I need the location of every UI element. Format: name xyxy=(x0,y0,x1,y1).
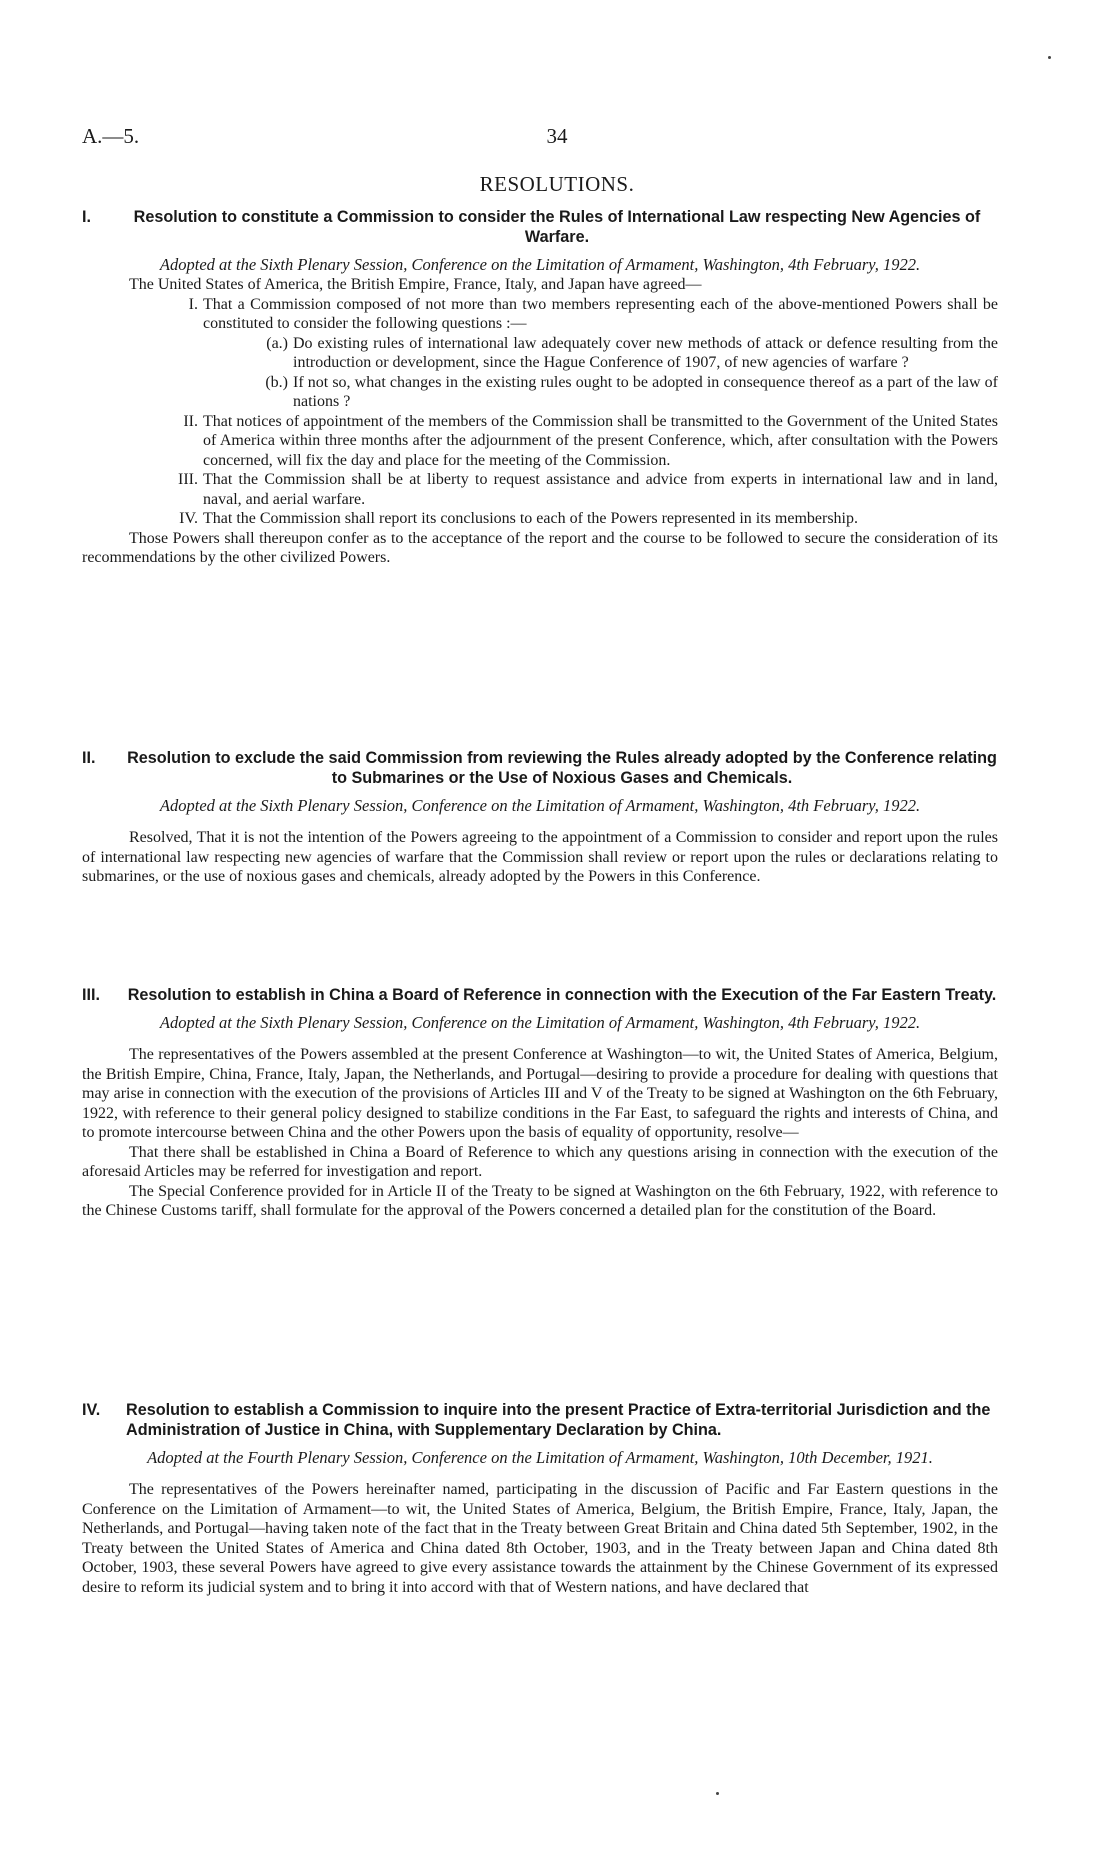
resolution-heading xyxy=(82,985,998,1005)
item-number: I. xyxy=(188,295,198,313)
intro-paragraph: The United States of America, the British Empire, France, Italy, and Japan have agreed— xyxy=(129,276,702,293)
item-number: (a.) xyxy=(266,334,288,352)
resolution-number: IV. xyxy=(82,1401,101,1419)
body-paragraph: Resolved, That it is not the intention of the Powers agreeing to the appointment of a Commission to consider and report upon the rules of international law respecting new agencies of warfare that the Commission shall review or report upon the rules or declarations relating to submarines, or the use of noxious gases and chemicals, already adopted by the Powers in this Conference. xyxy=(82,829,998,885)
body-paragraph: The Special Conference provided for in Article II of the Treaty to be signed at Washington on the 6th February, 1922, with reference to the Chinese Customs tariff, shall formulate for the approval of the Powers concerned a detailed plan for the constitution of the Board. xyxy=(82,1182,998,1219)
item-text: That the Commission shall be at liberty to request assistance and advice from experts in international law and in land, naval, and aerial warfare. xyxy=(203,471,998,508)
page-number: 34 xyxy=(546,124,568,148)
closing-paragraph: Those Powers shall thereupon confer as to the acceptance of the report and the course to be followed to secure the consideration of its recommendations by the other civilized Powers. xyxy=(82,529,998,566)
resolution-section-4 xyxy=(82,1400,998,1597)
document-reference: A.—5. xyxy=(82,124,140,148)
resolution-title: Resolution to establish in China a Board of Reference in connection with the Execution of the Far Eastern Treaty. xyxy=(127,986,997,1004)
item-text: That notices of appointment of the members of the Commission shall be transmitted to the Government of the United States of America within three months after the adjournment of the present Conference, which, after consultation with the Powers concerned, will fix the day and place for the meeting of the Commission. xyxy=(203,412,998,469)
item-number: III. xyxy=(178,471,198,488)
body-paragraph: That there shall be established in China a Board of Reference to which any questions arising in connection with the execution of the aforesaid Articles may be referred for investigation and report. xyxy=(82,1143,998,1180)
resolution-heading xyxy=(82,1400,998,1440)
resolution-number: II. xyxy=(82,749,96,767)
item-number: II. xyxy=(183,412,198,430)
item-text: If not so, what changes in the existing rules ought to be adopted in consequence thereof as a part of the law of nations ? xyxy=(293,373,998,410)
item-number: (b.) xyxy=(265,373,288,391)
resolution-title: Resolution to constitute a Commission to consider the Rules of International Law respecting New Agencies of Warfare. xyxy=(133,208,981,246)
resolution-number: III. xyxy=(82,986,100,1004)
resolution-title: Resolution to establish a Commission to inquire into the present Practice of Extra-territorial Jurisdiction and the Administration of Justice in China, with Supplementary Declaration by China. xyxy=(126,1401,991,1439)
resolution-title: Resolution to exclude the said Commission from reviewing the Rules already adopted by the Conference relating to Submarines or the Use of Noxious Gases and Chemicals. xyxy=(127,749,997,787)
resolution-heading xyxy=(82,207,998,247)
adopted-note: Adopted at the Sixth Plenary Session, Conference on the Limitation of Armament, Washington, 4th February, 1922. xyxy=(159,1013,921,1032)
resolution-number: I. xyxy=(82,208,91,226)
resolution-section-3 xyxy=(82,985,998,1221)
list-item xyxy=(82,509,998,529)
adopted-note: Adopted at the Fourth Plenary Session, Conference on the Limitation of Armament, Washington, 10th December, 1921. xyxy=(147,1448,933,1467)
list-item xyxy=(82,470,998,509)
resolution-section-2 xyxy=(82,748,998,887)
list-item xyxy=(82,295,998,334)
sub-list-item xyxy=(82,334,998,373)
item-text: That a Commission composed of not more than two members representing each of the above-mentioned Powers shall be constituted to consider the following questions :— xyxy=(203,295,998,332)
adopted-note: Adopted at the Sixth Plenary Session, Conference on the Limitation of Armament, Washington, 4th February, 1922. xyxy=(159,255,921,274)
adopted-note: Adopted at the Sixth Plenary Session, Conference on the Limitation of Armament, Washington, 4th February, 1922. xyxy=(159,796,921,815)
item-text: That the Commission shall report its conclusions to each of the Powers represented in its membership. xyxy=(203,510,858,527)
list-item xyxy=(82,412,998,471)
body-paragraph: The representatives of the Powers hereinafter named, participating in the discussion of Pacific and Far Eastern questions in the Conference on the Limitation of Armament—to wit, the United States of America, Belgium, the British Empire, France, Italy, Japan, the Netherlands, and Portugal—having taken note of the fact that in the Treaty between Great Britain and China dated 5th September, 1902, in the Treaty between the United States of America and China dated 8th October, 1903, and in the Treaty between Japan and China dated 8th October, 1903, these several Powers have agreed to give every assistance towards the attainment by the Chinese Government of its expressed desire to reform its judicial system and to bring it into accord with that of Western nations, and have declared that xyxy=(82,1481,998,1596)
item-text: Do existing rules of international law adequately cover new methods of attack or defence resulting from the introduction or development, since the Hague Conference of 1907, of new agencies of warfare ? xyxy=(293,334,998,371)
resolution-section-1 xyxy=(82,207,998,568)
scan-speck xyxy=(1048,56,1051,59)
sub-list-item xyxy=(82,373,998,412)
scan-speck xyxy=(716,1792,719,1795)
body-paragraph: The representatives of the Powers assembled at the present Conference at Washington—to wit, the United States of America, Belgium, the British Empire, China, France, Italy, Japan, the Netherlands, and Portugal—desiring to provide a procedure for dealing with questions that may arise in connection with the execution of the provisions of Articles III and V of the Treaty to be signed at Washington on the 6th February, 1922, with reference to their general policy designed to stabilize conditions in the Far East, to safeguard the rights and interests of China, and to promote intercourse between China and the other Powers upon the basis of equality of opportunity, resolve— xyxy=(82,1046,998,1141)
page-title: RESOLUTIONS. xyxy=(479,172,635,196)
resolution-heading xyxy=(82,748,998,788)
item-number: IV. xyxy=(179,510,198,527)
